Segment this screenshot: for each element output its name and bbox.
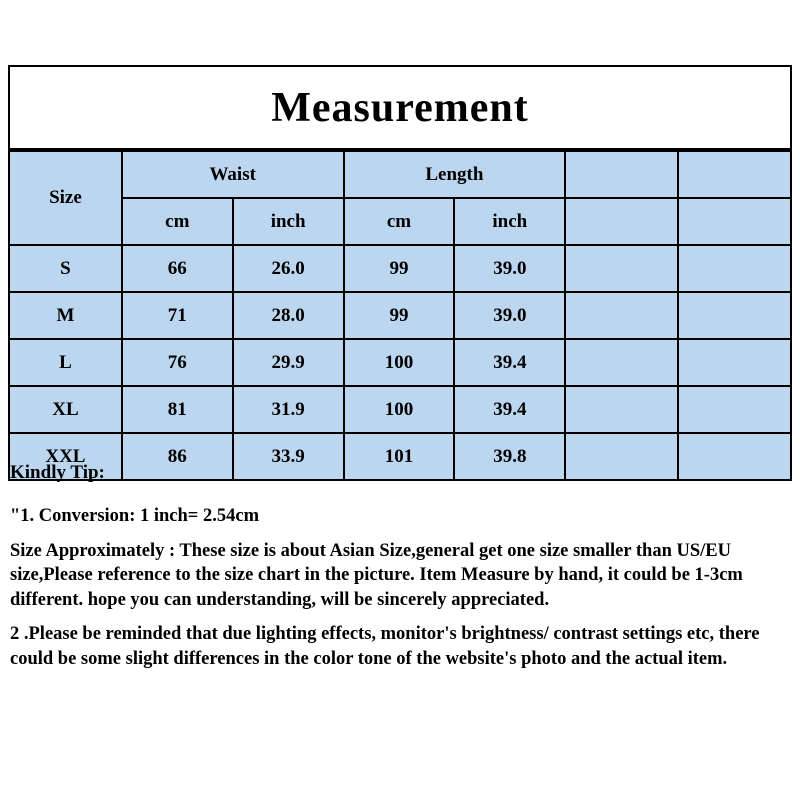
cell-blank-2 xyxy=(678,292,791,339)
cell-blank-2 xyxy=(678,339,791,386)
column-header-length: Length xyxy=(344,151,566,198)
cell-size: XXL xyxy=(9,433,122,480)
cell-waist-inch: 31.9 xyxy=(233,386,344,433)
cell-waist-cm: 71 xyxy=(122,292,233,339)
cell-size: S xyxy=(9,245,122,292)
cell-size: L xyxy=(9,339,122,386)
cell-size: M xyxy=(9,292,122,339)
cell-length-cm: 100 xyxy=(344,339,455,386)
tip-paragraph-size-approx: Size Approximately : These size is about Asian Size,general get one size smaller than US/EU size,Please reference to the size chart in the picture. Item Measure by hand, it could be 1-3cm different. hope you can understanding, will be sincerely appreciated. xyxy=(10,540,743,610)
cell-blank-2 xyxy=(678,386,791,433)
cell-blank-1 xyxy=(565,339,678,386)
column-header-waist-inch: inch xyxy=(233,198,344,245)
size-chart-table xyxy=(8,150,792,481)
cell-waist-cm: 76 xyxy=(122,339,233,386)
cell-waist-inch: 26.0 xyxy=(233,245,344,292)
table-header-group-row xyxy=(9,151,791,198)
page-title: Measurement xyxy=(271,84,529,131)
column-header-waist: Waist xyxy=(122,151,344,198)
title-box xyxy=(8,65,792,150)
cell-waist-cm: 86 xyxy=(122,433,233,480)
kindly-tip-heading: Kindly Tip: xyxy=(10,462,105,483)
cell-waist-cm: 81 xyxy=(122,386,233,433)
table-header-unit-row xyxy=(9,198,791,245)
cell-length-cm: 101 xyxy=(344,433,455,480)
column-header-waist-cm: cm xyxy=(122,198,233,245)
unit-header-blank-2 xyxy=(678,198,791,245)
table-row xyxy=(9,245,791,292)
cell-waist-inch: 29.9 xyxy=(233,339,344,386)
table-row xyxy=(9,386,791,433)
column-header-size: Size xyxy=(9,151,122,245)
cell-waist-inch: 33.9 xyxy=(233,433,344,480)
tip-paragraph-conversion: "1. Conversion: 1 inch= 2.54cm xyxy=(10,506,259,526)
cell-length-inch: 39.4 xyxy=(454,386,565,433)
cell-length-cm: 99 xyxy=(344,292,455,339)
cell-blank-1 xyxy=(565,386,678,433)
table-row xyxy=(9,292,791,339)
column-header-length-inch: inch xyxy=(454,198,565,245)
cell-blank-1 xyxy=(565,292,678,339)
cell-length-inch: 39.0 xyxy=(454,292,565,339)
table-row xyxy=(9,339,791,386)
unit-header-blank-1 xyxy=(565,198,678,245)
cell-waist-inch: 28.0 xyxy=(233,292,344,339)
cell-length-inch: 39.8 xyxy=(454,433,565,480)
column-header-blank-1 xyxy=(565,151,678,198)
cell-length-inch: 39.4 xyxy=(454,339,565,386)
cell-waist-cm: 66 xyxy=(122,245,233,292)
cell-length-inch: 39.0 xyxy=(454,245,565,292)
tip-paragraph-color-tone: 2 .Please be reminded that due lighting effects, monitor's brightness/ contrast settings etc, there could be some slight differences in the color tone of the website's photo and the actual item. xyxy=(10,624,760,669)
cell-size: XL xyxy=(9,386,122,433)
cell-blank-1 xyxy=(565,245,678,292)
cell-blank-2 xyxy=(678,245,791,292)
cell-length-cm: 99 xyxy=(344,245,455,292)
cell-length-cm: 100 xyxy=(344,386,455,433)
kindly-tip-section xyxy=(10,462,790,682)
column-header-blank-2 xyxy=(678,151,791,198)
column-header-length-cm: cm xyxy=(344,198,455,245)
